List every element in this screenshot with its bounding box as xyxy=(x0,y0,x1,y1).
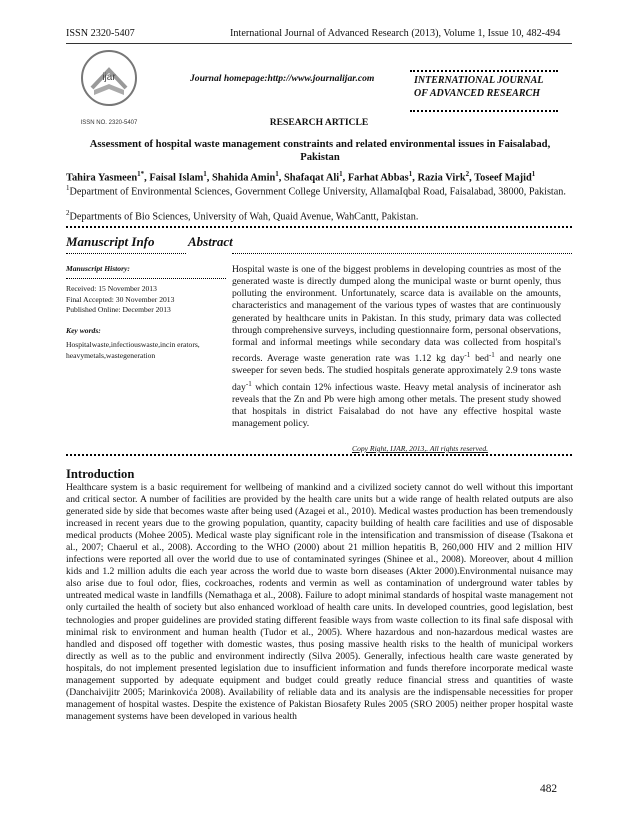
author-affiliation-mark: 1 xyxy=(531,170,536,178)
manuscript-info-heading: Manuscript Info xyxy=(66,234,155,249)
paper-title: Assessment of hospital waste management constraints and related environmental issues in Faisalabad, Pakistan xyxy=(89,139,551,163)
author-name: Toseef Majid xyxy=(474,172,532,184)
abstract-text: Hospital waste is one of the biggest problems in developing countries as most of the generated waste is directly dumped along the municipal waste or burnt openly, thus polluting the environment. Unfortunately, scarce data is available on the amounts, characteristics and management of the various types of wastes that are continuously generated by healthcare units in Pakistan. In this study, primary data was collected through comprehensive surveys, including questionnaire form, personal observations, formal and informal meetings while secondary data was collected from hospital's records. Average waste generation rate was 1.12 kg day$^{-1}$ bed$^{-1}$ and nearly one sweeper for seven beds. The studied hospitals generate approximately 2.9 tons waste day$^{-1}$ which contain 12% infectious waste. Heavy metal analysis of incinerator ash reveals that the Zn and Pb were high among other metals. The present study showed that hospitals in district Faisalabad do not have any effective hospital waste management policy. xyxy=(232,264,561,430)
abstract-heading: Abstract xyxy=(188,234,233,249)
divider-top xyxy=(66,226,572,228)
copyright-notice: Copy Right, IJAR, 2013,. All rights reserved. xyxy=(352,444,489,453)
logo-issn: ISSN NO. 2320-5407 xyxy=(80,120,138,126)
journal-homepage: Journal homepage:http://www.journalijar.com xyxy=(190,73,375,84)
page-number: 482 xyxy=(540,783,558,795)
article-type: RESEARCH ARTICLE xyxy=(269,117,369,128)
citation-header: International Journal of Advanced Research (2013), Volume 1, Issue 10, 482-494 xyxy=(230,28,561,39)
affiliation-2: $^2$Departments of Bio Sciences, University of Wah, Quaid Avenue, WahCantt, Pakistan. xyxy=(66,209,419,223)
manuscript-info-rule xyxy=(66,253,186,254)
introduction-text: Healthcare system is a basic requirement for wellbeing of mankind and a civilized society cannot do well without this important and critical sector. A number of facilities are provided by the health care units but a wide range of health related outputs are also generated side by side that becomes waste after being used (Azagei et al., 2010). Medical wastes production has been tremendously increased in recent years due to the growing population, quantity, capacity building of health care facilities and use of disposable medical products (Mohee 2005). Medical waste play significant role in the intensification and transmission of disease (Tsakona et al., 2007; Chaerul et al., 2008). According to the WHO (2000) about 21 million hepatitis B, 260,000 HIV and 2 million HIV infections were reported all over the world due to use of contaminated syringes (Shinee et al., 2008). Moreover, about 4 million kids and 1.2 million adults die each year across the world due to waste born diseases (Akter 2000).Environmental nuisance may also arise due to foul odor, flies, cockroaches, rodents and vermin as well as contamination of underground water tables by untreated medical waste in landfills (Nemathaga et al., 2008). Failure to adopt minimal standards of hospital waste management not only curtailed the health of society but also enhanced workload of health care units. In developed countries, good legislation, best technologies and proper guidelines are provided stating different feasible ways from waste collection to its final safe disposal with minimal risk to environment and human health (Tudor et al., 2005). Where hazardous and non-hazardous medical wastes are handled and disposed off together with domestic wastes, thus posing massive health risks to the health of municipal workers directly as well as to the public and environment indirectly (Silva 2005). Generally, infectious health care waste generated by hospitals, do not implement presented legislation due to insufficient information and funds therefore incorporate medical waste management supported by adequate equipment and budget could greatly reduce financial stress and quantities of waste (Danchaivijitr 2005; Marinkovića 2008). Availability of reliable data and its analysis are the indispensable necessities for proper management of hospital wastes. Despite the existence of Pakistan Biosafety Rules 2005 (SRO 2005) neither proper hospital waste management systems have been developed in various health xyxy=(66,482,573,722)
abstract-rule xyxy=(232,253,572,254)
author-affiliation-mark: 1 xyxy=(339,170,343,178)
author-name: Farhat Abbas xyxy=(347,172,409,184)
history-rule xyxy=(66,278,226,279)
logo-label: ijar xyxy=(102,72,116,83)
affiliation-1: $^1$Department of Environmental Sciences, Government College University, AllamaIqbal Road, Faisalabad, 38000, Pakistan. xyxy=(66,184,566,198)
author-name: Shafaqat Ali xyxy=(283,172,340,184)
manuscript-history: Manuscript History: Received: 15 November 2013 Final Accepted: 30 November 2013 Published Online: December 2013 xyxy=(66,264,175,315)
author-affiliation-mark: 1 xyxy=(203,170,207,178)
author-affiliation-mark: 1 xyxy=(408,170,413,178)
author-affiliation-mark: 2 xyxy=(465,170,470,178)
journal-name: INTERNATIONAL JOURNAL OF ADVANCED RESEARCH xyxy=(414,75,544,99)
author-list: Tahira Yasmeen$^{1*}$, Faisal Islam$^1$, Shahida Amin$^1$, Shafaqat Ali$^1$, Farhat Abbas$^1$, Razia Virk$^2$, Toseef Majid$^1$ xyxy=(66,170,536,184)
author-name: Razia Virk xyxy=(417,172,466,184)
issn-header: ISSN 2320-5407 xyxy=(66,28,135,39)
author-affiliation-mark: 1 xyxy=(275,170,279,178)
introduction-heading: Introduction xyxy=(66,467,135,481)
header-rule xyxy=(66,43,572,44)
author-name: Tahira Yasmeen xyxy=(66,172,138,184)
keywords: Key words: Hospitalwaste,infectiouswaste,incin erators, heavymetals,wastegeneration xyxy=(66,326,200,360)
divider-bottom xyxy=(66,454,572,456)
author-name: Faisal Islam xyxy=(149,172,204,184)
author-affiliation-mark: 1* xyxy=(137,170,145,178)
author-name: Shahida Amin xyxy=(212,172,276,184)
